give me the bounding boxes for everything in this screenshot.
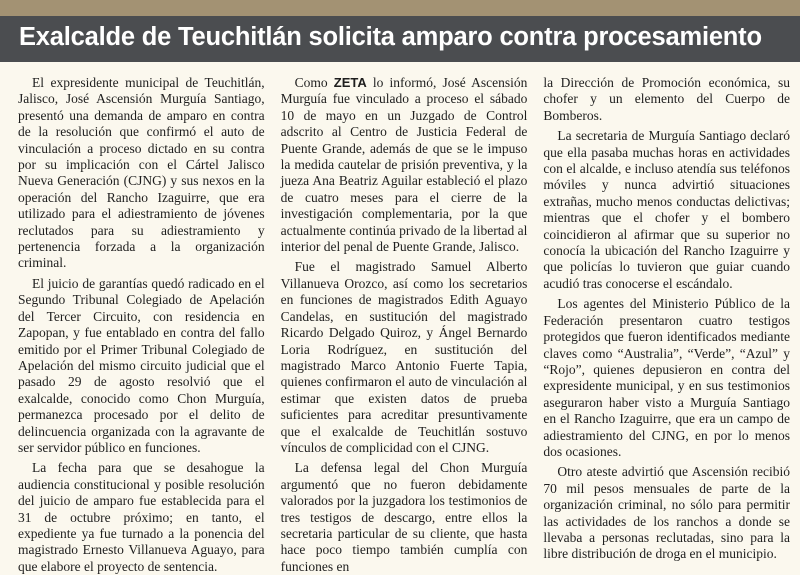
paragraph: La defensa legal del Chon Murguía argumentó que no fueron debidamente valorados por la juzgadora los testimonios de tres testigos de descargo, entre ellos la secretaria particular de su cliente, que hasta hace poco tiempo también cumplía con funciones en <box>280 460 528 574</box>
paragraph: Otro ateste advirtió que Ascensión recibió 70 mil pesos mensuales de parte de la organización criminal, no sólo para permitir las actividades de los ranchos a donde se llevaba a personas reclutadas, sino para la libre distribución de droga en el municipio. <box>543 464 791 562</box>
top-decorative-bar <box>0 0 800 16</box>
publication-name: ZETA <box>333 75 367 90</box>
column-3 <box>543 75 791 562</box>
paragraph-text: lo informó, José Ascensión Murguía fue vinculado a proceso el sábado 10 de mayo en un Juzgado de Control adscrito al Centro de Justicia Federal de Puente Grande, además de que se le impuso la medida cautelar de prisión preventiva, y la jueza Ana Beatriz Aguilar estableció el plazo de cuatro meses para el cierre de la investigación complementaria, por la que actualmente continúa privado de la libertad al interior del penal de Puente Grande, Jalisco. <box>280 75 528 255</box>
paragraph: Los agentes del Ministerio Público de la Federación presentaron cuatro testigos protegidos que fueron identificados mediante claves como “Australia”, “Verde”, “Azul” y “Rojo”, quienes depusieron en contra del expresidente municipal, y en sus testimonios aseguraron haber visto a Murguía Santiago en el Rancho Izaguirre, que era un campo de adiestramiento del CJNG, en por lo menos dos ocasiones. <box>543 296 791 459</box>
column-2 <box>280 75 528 574</box>
paragraph: Fue el magistrado Samuel Alberto Villanueva Orozco, así como los secretarios en funciones de magistrados Edith Aguayo Candelas, en sustitución del magistrado Ricardo Delgado Quiroz, y Ángel Bernardo Loria Rodríguez, en sustitución del magistrado Marco Antonio Fuerte Tapia, quienes confirmaron el auto de vinculación al estimar que existen datos de prueba suficientes para acreditar presuntivamente que el exalcalde de Teuchitlán sostuvo vínculos de complicidad con el CJNG. <box>280 259 528 455</box>
headline-banner <box>0 16 800 62</box>
paragraph <box>281 75 528 255</box>
paragraph: La fecha para que se desahogue la audiencia constitucional y posible resolución del juicio de amparo fue establecida para el 31 de octubre próximo; en tanto, el expediente ya fue turnado a la ponencia del magistrado Ernesto Villanueva Aguayo, para que elabore el proyecto de sentencia. <box>18 460 265 574</box>
paragraph: El juicio de garantías quedó radicado en el Segundo Tribunal Colegiado de Apelación del Tercer Circuito, con residencia en Zapopan, y fue entablado en contra del fallo emitido por el Primer Tribunal Colegiado de Apelación del mismo circuito judicial que el pasado 29 de agosto resolvió que el exalcalde, conocido como Chon Murguía, permanezca procesado por el delito de delincuencia organizada con la agravante de ser servidor público en funciones. <box>18 275 265 455</box>
paragraph: El expresidente municipal de Teuchitlán, Jalisco, José Ascensión Murguía Santiago, presentó una demanda de amparo en contra de la resolución que confirmó el auto de vinculación a proceso dictado en su contra por su implicación con el Cártel Jalisco Nueva Generación (CJNG) y sus nexos en la operación del Rancho Izaguirre, que era utilizado para el adiestramiento de jóvenes reclutados para su adiestramiento y pertenencia forzada a la organización criminal. <box>18 75 265 271</box>
column-1 <box>18 75 265 574</box>
paragraph: La secretaria de Murguía Santiago declaró que ella pasaba muchas horas en actividades con el alcalde, e incluso atendía sus teléfonos móviles y nunca advirtió situaciones extrañas, mucho menos conductas delictivas; mientras que el chofer y el bombero coincidieron al afirmar que su superior no conocía la ubicación del Rancho Izaguirre y que policías lo tuvieron que guiar cuando acudió tras conocerse el escándalo. <box>543 128 791 291</box>
article-body <box>18 75 791 574</box>
paragraph-continued: la Dirección de Promoción económica, su chofer y un elemento del Cuerpo de Bomberos. <box>543 75 791 123</box>
paragraph-text: Como <box>294 75 334 90</box>
headline-title: Exalcalde de Teuchitlán solicita amparo contra procesamiento <box>19 23 762 51</box>
